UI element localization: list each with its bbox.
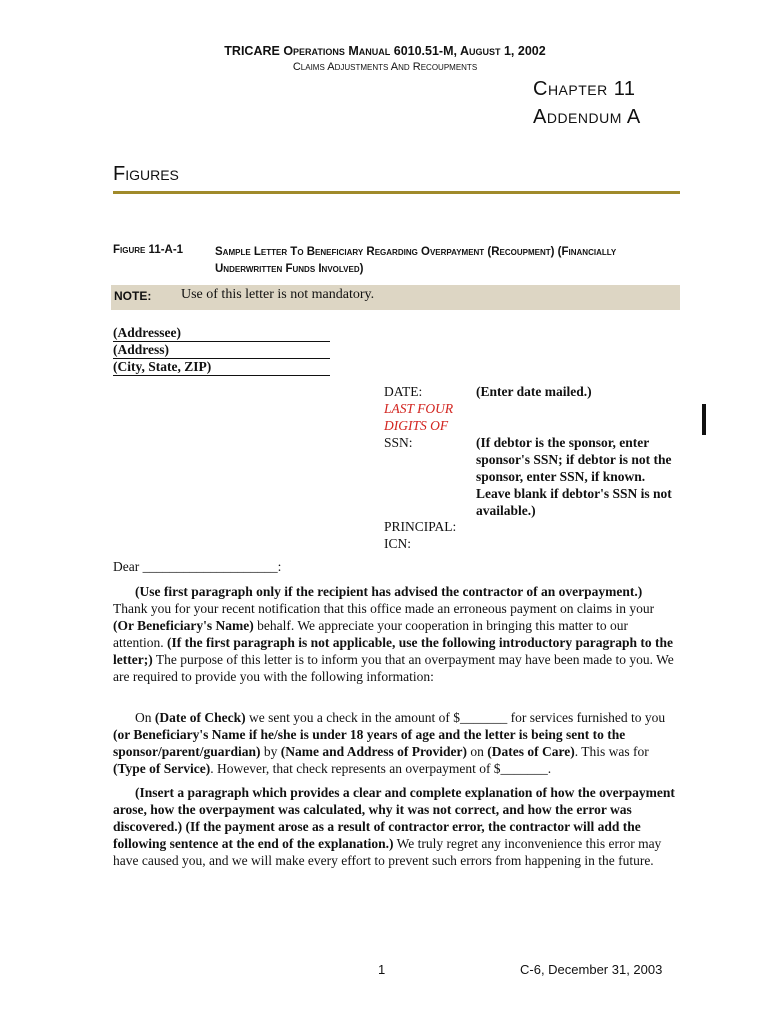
address-line: (Address) — [113, 342, 330, 359]
note-label: NOTE: — [114, 289, 152, 303]
figure-title: Sample Letter To Beneficiary Regarding Overpayment (Recoupment) (Financially Underwritten Funds Involved) — [215, 246, 617, 275]
date-value: (Enter date mailed.) — [476, 384, 592, 399]
manual-title: TRICARE Operations Manual 6010.51-M, August 1, 2002 — [224, 44, 546, 58]
section-title: Figures — [113, 163, 179, 185]
page-number: 1 — [378, 962, 386, 977]
addendum-heading: Addendum A — [533, 106, 641, 128]
change-bar — [702, 404, 706, 435]
paragraph-3: (Insert a paragraph which provides a clear and complete explanation of how the overpayment arose, how the overpayment was calculated, why it was not correct, and how the error was discovered.) (If the payment arose as a result of contractor error, the contractor will add the following sentence at the end of the explanation.) We truly regret any inconvenience this error may have caused you, and we will make every effort to prevent such errors from happening in the future. — [113, 785, 675, 868]
chapter-heading: Chapter 11 — [533, 78, 636, 100]
ssn-label: SSN: — [384, 435, 413, 450]
note-text: Use of this letter is not mandatory. — [181, 287, 375, 302]
revision-footer: C-6, December 31, 2003 — [520, 962, 663, 977]
figure-label: Figure 11-A-1 — [113, 244, 184, 256]
section-rule — [113, 191, 680, 194]
ssn-value: (If debtor is the sponsor, enter sponsor's SSN; if debtor is not the sponsor, enter SSN, if known. Leave blank if debtor's SSN is not available.) — [476, 435, 672, 518]
icn-label: ICN: — [384, 536, 411, 551]
salutation: Dear ____________________: — [113, 559, 282, 574]
manual-subtitle: Claims Adjustments And Recoupments — [292, 61, 478, 73]
paragraph-1: (Use first paragraph only if the recipient has advised the contractor of an overpayment.) Thank you for your recent notification that this office made an erroneous payment on claims in your (Or Beneficiary's Name) behalf. We appreciate your cooperation in bringing this matter to our attention. (If the first paragraph is not applicable, use the following introductory paragraph to the letter;) The purpose of this letter is to inform you that an overpayment may have been made to you. We are required to provide you with the following information: — [113, 584, 674, 684]
paragraph-2: On (Date of Check) we sent you a check in the amount of $_______ for services furnished to you (or Beneficiary's Name if he/she is under 18 years of age and the letter is being sent to the sponsor/parent/guardian) by (Name and Address of Provider) on (Dates of Care). This was for (Type of Service). However, that check represents an overpayment of $_______. — [113, 710, 666, 776]
addressee-line: (Addressee) — [113, 325, 330, 342]
date-label: DATE: — [384, 384, 423, 399]
principal-label: PRINCIPAL: — [384, 519, 457, 534]
city-state-zip-line: (City, State, ZIP) — [113, 359, 330, 376]
ssn-red-note: LAST FOUR DIGITS OF — [384, 401, 454, 433]
